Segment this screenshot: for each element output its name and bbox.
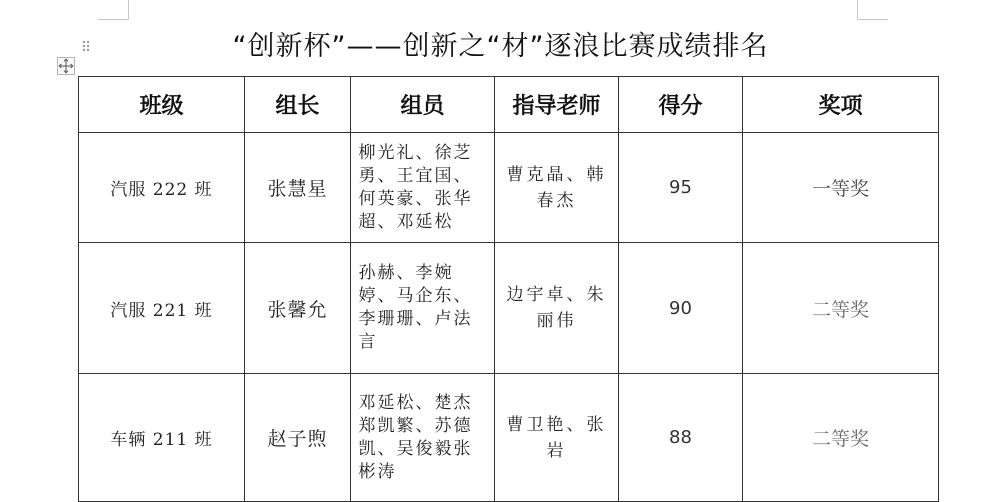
leader-name: 赵子煦: [267, 428, 328, 450]
table-row: [79, 133, 939, 243]
advisor-cell[interactable]: [495, 133, 619, 243]
leader-cell[interactable]: [245, 374, 351, 502]
header-members: 组员: [351, 77, 495, 133]
drag-grip-icon[interactable]: [82, 40, 90, 56]
results-table: [78, 76, 939, 502]
advisor-cell[interactable]: [495, 243, 619, 374]
header-award: 奖项: [743, 77, 939, 133]
members-cell[interactable]: [351, 374, 495, 502]
score-value: 95: [669, 177, 692, 198]
award-cell[interactable]: [743, 243, 939, 374]
advisor-names: 曹卫艳、张岩: [506, 414, 607, 461]
header-advisor: 指导老师: [495, 77, 619, 133]
class-name: 汽服 222 班: [110, 180, 213, 200]
table-row: [79, 374, 939, 502]
crop-mark: [98, 19, 129, 20]
members-cell[interactable]: [351, 243, 495, 374]
score-value: 90: [669, 297, 692, 319]
crop-mark: [857, 19, 888, 20]
award-value: 二等奖: [811, 428, 869, 450]
award-cell[interactable]: [743, 133, 939, 243]
members-list: 孙赫、李婉婷、马企东、李珊珊、卢法言: [358, 263, 473, 352]
award-value: 一等奖: [811, 178, 869, 200]
members-cell[interactable]: [351, 133, 495, 243]
award-cell[interactable]: [743, 374, 939, 502]
score-cell[interactable]: [619, 133, 743, 243]
score-value: 88: [669, 427, 692, 448]
advisor-names: 边宇卓、朱丽伟: [506, 285, 607, 331]
class-cell[interactable]: [79, 133, 245, 243]
class-cell[interactable]: [79, 243, 245, 374]
table-header-row: [79, 77, 939, 133]
leader-cell[interactable]: [245, 243, 351, 374]
header-leader: 组长: [245, 77, 351, 133]
table-row: [79, 243, 939, 374]
move-arrows-icon: [58, 58, 74, 74]
leader-name: 张馨允: [267, 298, 328, 321]
class-cell[interactable]: [79, 374, 245, 502]
advisor-names: 曹克晶、韩春杰: [506, 164, 607, 211]
members-list: 柳光礼、徐芝勇、王宜国、何英豪、张华超、邓延松: [358, 142, 473, 232]
leader-name: 张慧星: [267, 178, 328, 200]
members-list: 邓延松、楚杰郑凯繁、苏德凯、吴俊毅张彬涛: [358, 392, 473, 482]
advisor-cell[interactable]: [495, 374, 619, 502]
header-class: 班级: [79, 77, 245, 133]
award-value: 二等奖: [811, 298, 869, 321]
score-cell[interactable]: [619, 374, 743, 502]
score-cell[interactable]: [619, 243, 743, 374]
crop-mark: [857, 0, 858, 20]
crop-mark: [128, 0, 129, 20]
class-name: 车辆 211 班: [110, 430, 213, 450]
header-score: 得分: [619, 77, 743, 133]
document-title: “创新杯”——创新之“材”逐浪比赛成绩排名: [232, 31, 769, 62]
table-move-handle[interactable]: [57, 57, 75, 75]
class-name: 汽服 221 班: [110, 300, 213, 321]
leader-cell[interactable]: [245, 133, 351, 243]
